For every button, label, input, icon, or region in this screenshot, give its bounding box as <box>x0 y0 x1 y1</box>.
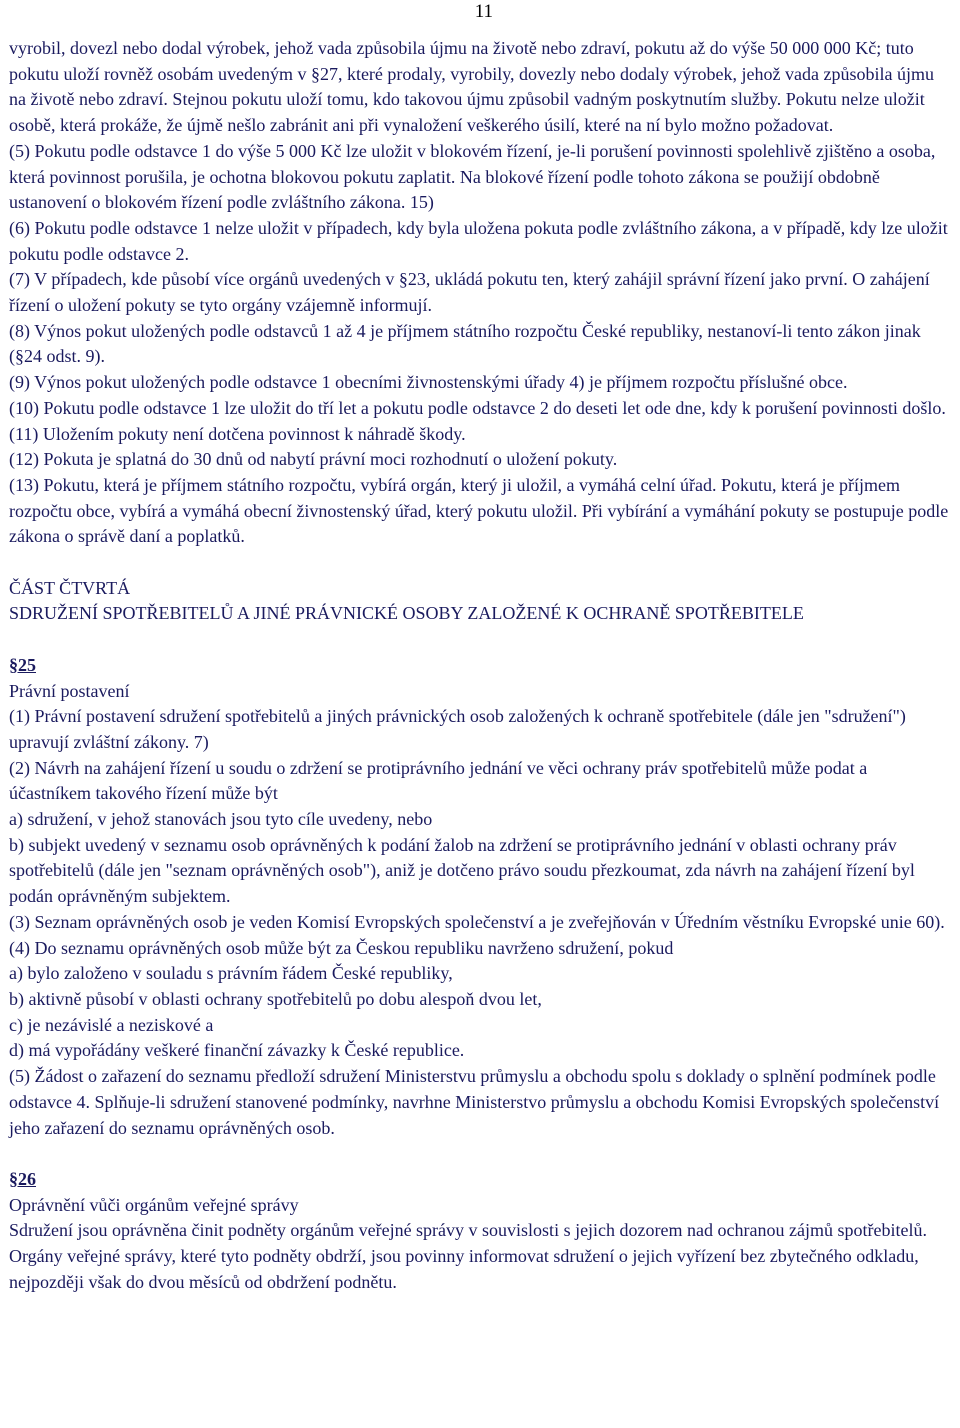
paragraph: (1) Právní postavení sdružení spotřebitelů a jiných právnických osob založených k ochraně spotřebitele (dále jen "sdružení") upravují zvláštní zákony. 7) <box>9 706 906 752</box>
paragraph: (12) Pokuta je splatná do 30 dnů od nabytí právní moci rozhodnutí o uložení pokuty. <box>9 449 618 470</box>
paragraph: (13) Pokutu, která je příjmem státního rozpočtu, vybírá orgán, který ji uložil, a vymáhá celní úřad. Pokutu, která je příjmem rozpočtu obce, vybírá a vymáhá obecní živnostenský úřad, který pokutu uložil. Při vybírání a vymáhání pokuty se postupuje podle zákona o správě daní a poplatků. <box>9 474 949 547</box>
list-item: d) má vypořádány veškeré finanční závazky k České republice. <box>9 1040 465 1061</box>
paragraph: vyrobil, dovezl nebo dodal výrobek, jehož vada způsobila újmu na životě nebo zdraví, pokutu až do výše 50 000 000 Kč; tuto pokutu uloží rovněž osobám uvedeným v §27, které prodaly, vyrobily, dovezly nebo dodaly výrobek, jehož vada způsobila újmu na životě nebo zdraví. Stejnou pokutu uloží tomu, kdo takovou újmu způsobil vadným poskytnutím služby. Pokutu nelze uložit osobě, která prokáže, že újmě nešlo zabránit ani při vynaložení veškerého úsilí, které na ní bylo možno požadovat. <box>9 38 934 136</box>
section-title: Právní postavení <box>9 680 130 701</box>
paragraph: (11) Uložením pokuty není dotčena povinnost k náhradě škody. <box>9 423 466 444</box>
page-number: 11 <box>474 1 493 22</box>
paragraph: (5) Žádost o zařazení do seznamu předloží sdružení Ministerstvu průmyslu a obchodu spolu s doklady o splnění podmínek podle odstavce 4. Splňuje-li sdružení stanovené podmínky, navrhne Ministerstvo průmyslu a obchodu Komisi Evropských společenství jeho zařazení do seznamu oprávněných osob. <box>9 1066 940 1138</box>
section-heading-26 <box>9 1167 953 1193</box>
section-symbol: § <box>9 1168 18 1189</box>
paragraph: (9) Výnos pokut uložených podle odstavce 1 obecními živnostenskými úřady 4) je příjmem rozpočtu příslušné obce. <box>9 372 848 393</box>
paragraph: (6) Pokutu podle odstavce 1 nelze uložit v případech, kdy byla uložena pokuta podle zvláštního zákona, a v případě, kdy lze uložit pokutu podle odstavce 2. <box>9 217 948 264</box>
section-number: 25 <box>18 654 36 675</box>
document-body <box>9 36 953 1295</box>
part-title: SDRUŽENÍ SPOTŘEBITELŮ A JINÉ PRÁVNICKÉ OSOBY ZALOŽENÉ K OCHRANĚ SPOTŘEBITELE <box>9 603 804 624</box>
paragraph: Sdružení jsou oprávněna činit podněty orgánům veřejné správy v souvislosti s jejich dozorem nad ochranou zájmů spotřebitelů. Orgány veřejné správy, které tyto podněty obdrží, jsou povinny informovat sdružení o jejich vyřízení bez zbytečného odkladu, nejpozději však do dvou měsíců od obdržení podnětu. <box>9 1220 927 1292</box>
section-symbol: § <box>9 654 18 675</box>
paragraph: (8) Výnos pokut uložených podle odstavců 1 až 4 je příjmem státního rozpočtu České republiky, nestanoví-li tento zákon jinak (§24 odst. 9). <box>9 320 921 367</box>
paragraph: (3) Seznam oprávněných osob je veden Komisí Evropských společenství a je zveřejňován v Úředním věstníku Evropské unie 60). <box>9 911 945 932</box>
paragraph: (10) Pokutu podle odstavce 1 lze uložit do tří let a pokutu podle odstavce 2 do deseti let ode dne, kdy k porušení povinnosti došlo. <box>9 397 946 418</box>
list-item: b) aktivně působí v oblasti ochrany spotřebitelů po dobu alespoň dvou let, <box>9 988 542 1009</box>
section-heading-25 <box>9 653 953 679</box>
list-item: a) bylo založeno v souladu s právním řádem České republiky, <box>9 963 453 984</box>
part-heading: ČÁST ČTVRTÁ <box>9 577 131 598</box>
list-item: c) je nezávislé a neziskové a <box>9 1014 214 1035</box>
section-title: Oprávnění vůči orgánům veřejné správy <box>9 1194 299 1215</box>
section-number: 26 <box>18 1168 36 1189</box>
paragraph: (2) Návrh na zahájení řízení u soudu o zdržení se protiprávního jednání ve věci ochrany práv spotřebitelů může podat a účastníkem takového řízení může být <box>9 757 868 804</box>
paragraph: (5) Pokutu podle odstavce 1 do výše 5 000 Kč lze uložit v blokovém řízení, je-li porušení povinnosti spolehlivě zjištěno a osoba, která povinnost porušila, je ochotna blokovou pokutu zaplatit. Na blokové řízení podle tohoto zákona se použijí obdobně ustanovení o blokovém řízení podle zvláštního zákona. 15) <box>9 140 936 213</box>
paragraph: (7) V případech, kde působí více orgánů uvedených v §23, ukládá pokutu ten, který zahájil správní řízení jako první. O zahájení řízení o uložení pokuty se tyto orgány vzájemně informují. <box>9 269 930 316</box>
list-item: b) subjekt uvedený v seznamu osob oprávněných k podání žalob na zdržení se protiprávního jednání v oblasti ochrany práv spotřebitelů (dále jen "seznam oprávněných osob"), aniž je dotčeno právo soudu přezkoumat, zda návrh na zahájení řízení byl podán oprávněným subjektem. <box>9 834 915 907</box>
paragraph: (4) Do seznamu oprávněných osob může být za Českou republiku navrženo sdružení, pokud <box>9 937 674 958</box>
list-item: a) sdružení, v jehož stanovách jsou tyto cíle uvedeny, nebo <box>9 809 433 830</box>
